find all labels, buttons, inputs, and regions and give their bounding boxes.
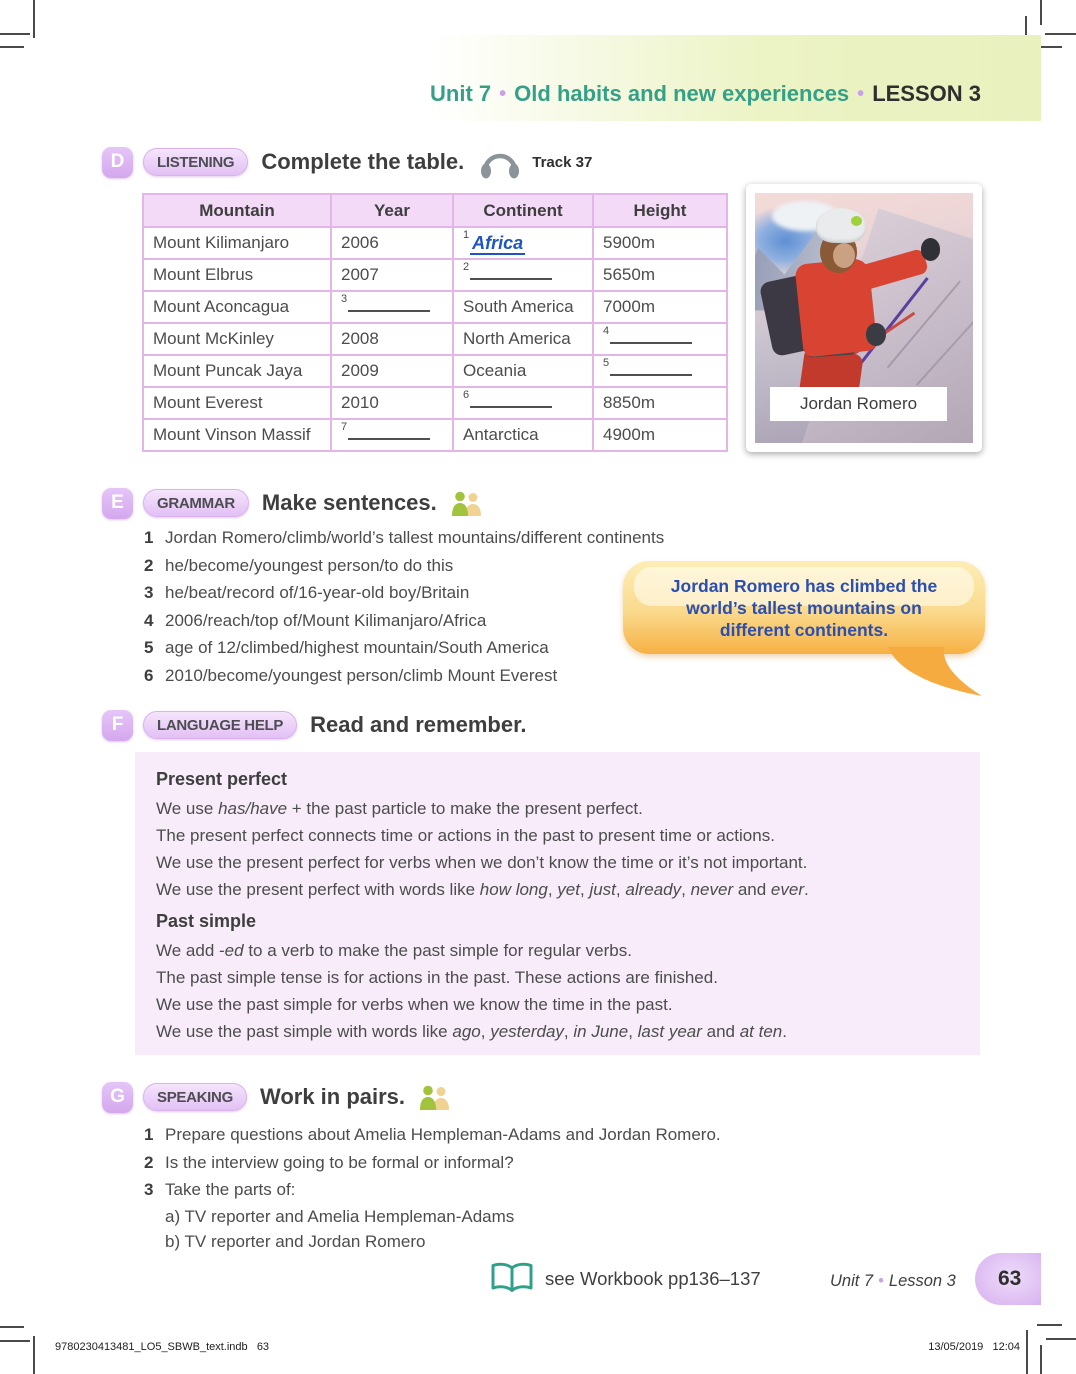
header-lesson: LESSON 3 — [872, 81, 981, 106]
footer-bullet: • — [878, 1272, 884, 1290]
table-cell: South America — [453, 291, 593, 323]
item-number: 6 — [144, 665, 154, 685]
table-cell: 2007 — [331, 259, 453, 291]
item-number: 1 — [144, 1125, 154, 1144]
helmet-accent — [851, 216, 862, 226]
table-cell: Mount Vinson Massif — [143, 419, 331, 451]
speech-bubble — [623, 561, 985, 654]
item-text: Jordan Romero/climb/world’s tallest mountains/different continents — [165, 528, 665, 547]
table-cell: 2008 — [331, 323, 453, 355]
answer-blank[interactable] — [470, 394, 552, 408]
table-cell: Oceania — [453, 355, 593, 387]
climber-photo — [755, 193, 973, 443]
header-bullet: • — [499, 83, 507, 105]
page-number: 63 — [998, 1267, 1022, 1290]
speaking-list — [144, 1121, 721, 1255]
crop-mark — [33, 0, 35, 38]
table-cell: Mount Kilimanjaro — [143, 227, 331, 259]
table-row — [143, 259, 727, 291]
list-item — [144, 1149, 721, 1177]
section-e-header — [102, 487, 486, 519]
table-row — [143, 323, 727, 355]
headphones-icon — [477, 143, 523, 181]
header-topic: Old habits and new experiences — [514, 81, 850, 106]
item-text: age of 12/climbed/highest mountain/South America — [165, 638, 549, 657]
list-item — [144, 607, 664, 635]
print-file-info: 9780230413481_LO5_SBWB_text.indb 63 — [55, 1341, 270, 1353]
list-subitem: a) TV reporter and Amelia Hempleman-Adams — [165, 1206, 515, 1226]
rule-heading: Past simple — [156, 911, 257, 931]
section-f-title: Read and remember. — [310, 712, 527, 737]
table-row — [143, 355, 727, 387]
table-row — [143, 291, 727, 323]
footer-unit: Unit 7 — [830, 1272, 874, 1290]
footer-lesson: Lesson 3 — [888, 1272, 956, 1290]
item-text: he/become/youngest person/to do this — [165, 555, 454, 575]
listening-badge: LISTENING — [143, 148, 248, 176]
table-cell: 5650m — [593, 259, 727, 291]
speaking-badge: SPEAKING — [143, 1083, 247, 1111]
answer-number: 2 — [463, 260, 470, 273]
header-unit: Unit 7 — [430, 81, 492, 106]
table-header-row — [143, 194, 727, 227]
table-cell — [453, 387, 593, 419]
column-header: Year — [331, 194, 453, 227]
table-cell: 2010 — [331, 387, 453, 419]
answer-number: 6 — [463, 388, 470, 401]
section-d-title: Complete the table. — [261, 149, 465, 174]
table-cell: North America — [453, 323, 593, 355]
list-item — [144, 662, 664, 690]
section-d-header — [102, 146, 592, 178]
list-item — [144, 579, 664, 607]
section-letter-f: F — [102, 710, 133, 741]
table-cell — [331, 291, 453, 323]
table-cell — [331, 419, 453, 451]
table-row — [143, 227, 727, 259]
crop-mark — [1045, 33, 1076, 35]
section-letter-e: E — [102, 488, 133, 519]
crop-mark — [0, 1340, 30, 1342]
item-number: 4 — [144, 610, 154, 630]
crop-mark — [1026, 1330, 1028, 1374]
answer-number: 7 — [341, 420, 348, 433]
table-cell: Mount Everest — [143, 387, 331, 419]
rule-heading: Present perfect — [156, 769, 288, 789]
table-cell — [453, 259, 593, 291]
crop-mark — [1046, 1338, 1076, 1340]
answer-number: 3 — [341, 292, 348, 305]
table-cell: 2006 — [331, 227, 453, 259]
section-f-header — [102, 709, 527, 741]
answer-blank[interactable] — [470, 266, 552, 280]
mountains-table — [142, 193, 728, 452]
header-band — [430, 35, 1041, 121]
language-help-box — [135, 752, 980, 1055]
answer-number: 5 — [603, 356, 610, 369]
item-text: Is the interview going to be formal or informal? — [165, 1152, 514, 1172]
table-cell: Antarctica — [453, 419, 593, 451]
rule-line: The past simple tense is for actions in the past. These actions are finished. — [156, 968, 718, 987]
answer-number: 4 — [603, 324, 610, 337]
table-cell — [593, 323, 727, 355]
header-bullet: • — [857, 83, 865, 105]
answer-number: 1 — [463, 228, 470, 241]
list-item — [144, 552, 664, 580]
language-help-content — [156, 769, 980, 1045]
handwritten-answer: Africa — [472, 232, 524, 253]
grammar-badge: GRAMMAR — [143, 489, 249, 517]
climber-glove — [921, 238, 941, 261]
table-cell: Mount McKinley — [143, 323, 331, 355]
rule-line: We use has/have + the past particle to make the present perfect. — [156, 799, 643, 818]
rule-line: We add -ed to a verb to make the past simple for regular verbs. — [156, 941, 632, 960]
item-text: he/beat/record of/16-year-old boy/Britain — [165, 583, 470, 602]
page-number-badge — [975, 1253, 1041, 1305]
footer-unit-lesson — [830, 1272, 956, 1291]
list-item — [144, 1121, 721, 1149]
table-cell: 2009 — [331, 355, 453, 387]
rule-line: We use the past simple for verbs when we know the time in the past. — [156, 995, 673, 1014]
grammar-list — [144, 524, 664, 689]
language-help-badge: LANGUAGE HELP — [143, 711, 297, 739]
open-book-icon — [490, 1261, 534, 1300]
climber-glove — [866, 323, 886, 346]
table-cell — [453, 227, 593, 259]
item-text: 2006/reach/top of/Mount Kilimanjaro/Africa — [165, 610, 487, 630]
crop-mark — [0, 33, 30, 35]
item-number: 1 — [144, 528, 154, 547]
list-item — [144, 524, 664, 552]
column-header: Continent — [453, 194, 593, 227]
workbook-reference: see Workbook pp136–137 — [545, 1268, 761, 1289]
list-item — [144, 634, 664, 662]
pair-work-icon — [450, 491, 486, 516]
crop-mark — [0, 1326, 24, 1328]
section-e-title: Make sentences. — [261, 490, 437, 515]
item-text: 2010/become/youngest person/climb Mount Everest — [165, 665, 558, 685]
table-cell — [593, 355, 727, 387]
table-cell: Mount Elbrus — [143, 259, 331, 291]
table-cell: 7000m — [593, 291, 727, 323]
section-g-header — [102, 1081, 454, 1113]
crop-mark — [1037, 1324, 1062, 1326]
photo-caption: Jordan Romero — [770, 387, 947, 421]
table-cell: 4900m — [593, 419, 727, 451]
photo-card — [746, 184, 982, 452]
bubble-line: Jordan Romero has climbed the — [670, 575, 938, 596]
rule-line: We use the past simple with words like ago, yesterday, in June, last year and at ten. — [156, 1022, 787, 1041]
crop-mark — [0, 46, 24, 48]
speech-bubble-text — [623, 561, 985, 654]
bubble-line: different continents. — [719, 619, 889, 640]
table-cell: Mount Aconcagua — [143, 291, 331, 323]
rule-line: The present perfect connects time or actions in the past to present time or actions. — [156, 826, 775, 845]
bubble-line: world’s tallest mountains on — [686, 597, 922, 618]
list-subitem: b) TV reporter and Jordan Romero — [165, 1232, 426, 1251]
item-number: 3 — [144, 583, 154, 602]
table-cell: 8850m — [593, 387, 727, 419]
item-number: 5 — [144, 638, 154, 657]
item-number: 3 — [144, 1180, 154, 1199]
track-label: Track 37 — [532, 153, 593, 171]
crop-mark — [1040, 0, 1042, 25]
list-item — [144, 1176, 721, 1204]
item-number: 2 — [144, 1152, 154, 1172]
answer-blank[interactable] — [610, 362, 692, 376]
item-number: 2 — [144, 555, 154, 575]
table-row — [143, 419, 727, 451]
table-row — [143, 387, 727, 419]
table-cell: Mount Puncak Jaya — [143, 355, 331, 387]
rule-line: We use the present perfect for verbs when we don’t know the time or it’s not important. — [156, 853, 808, 872]
crop-mark — [33, 1336, 35, 1374]
item-text: Prepare questions about Amelia Hempleman-Adams and Jordan Romero. — [165, 1125, 721, 1144]
item-text: Take the parts of: — [165, 1180, 296, 1199]
column-header: Height — [593, 194, 727, 227]
answer-blank[interactable] — [348, 426, 430, 440]
answer-blank[interactable] — [348, 298, 430, 312]
print-timestamp: 13/05/2019 12:04 — [928, 1341, 1020, 1353]
section-letter-d: D — [102, 147, 133, 178]
rule-line: We use the present perfect with words like how long, yet, just, already, never and ever. — [156, 880, 809, 899]
speech-bubble-tail — [880, 647, 990, 704]
answer-blank[interactable] — [610, 330, 692, 344]
crop-mark — [1040, 1345, 1042, 1374]
column-header: Mountain — [143, 194, 331, 227]
mountains-table-body — [143, 227, 727, 451]
section-letter-g: G — [102, 1082, 133, 1113]
table-cell: 5900m — [593, 227, 727, 259]
pair-work-icon — [418, 1085, 454, 1110]
climber-helmet — [816, 208, 866, 243]
section-g-title: Work in pairs. — [259, 1084, 406, 1109]
